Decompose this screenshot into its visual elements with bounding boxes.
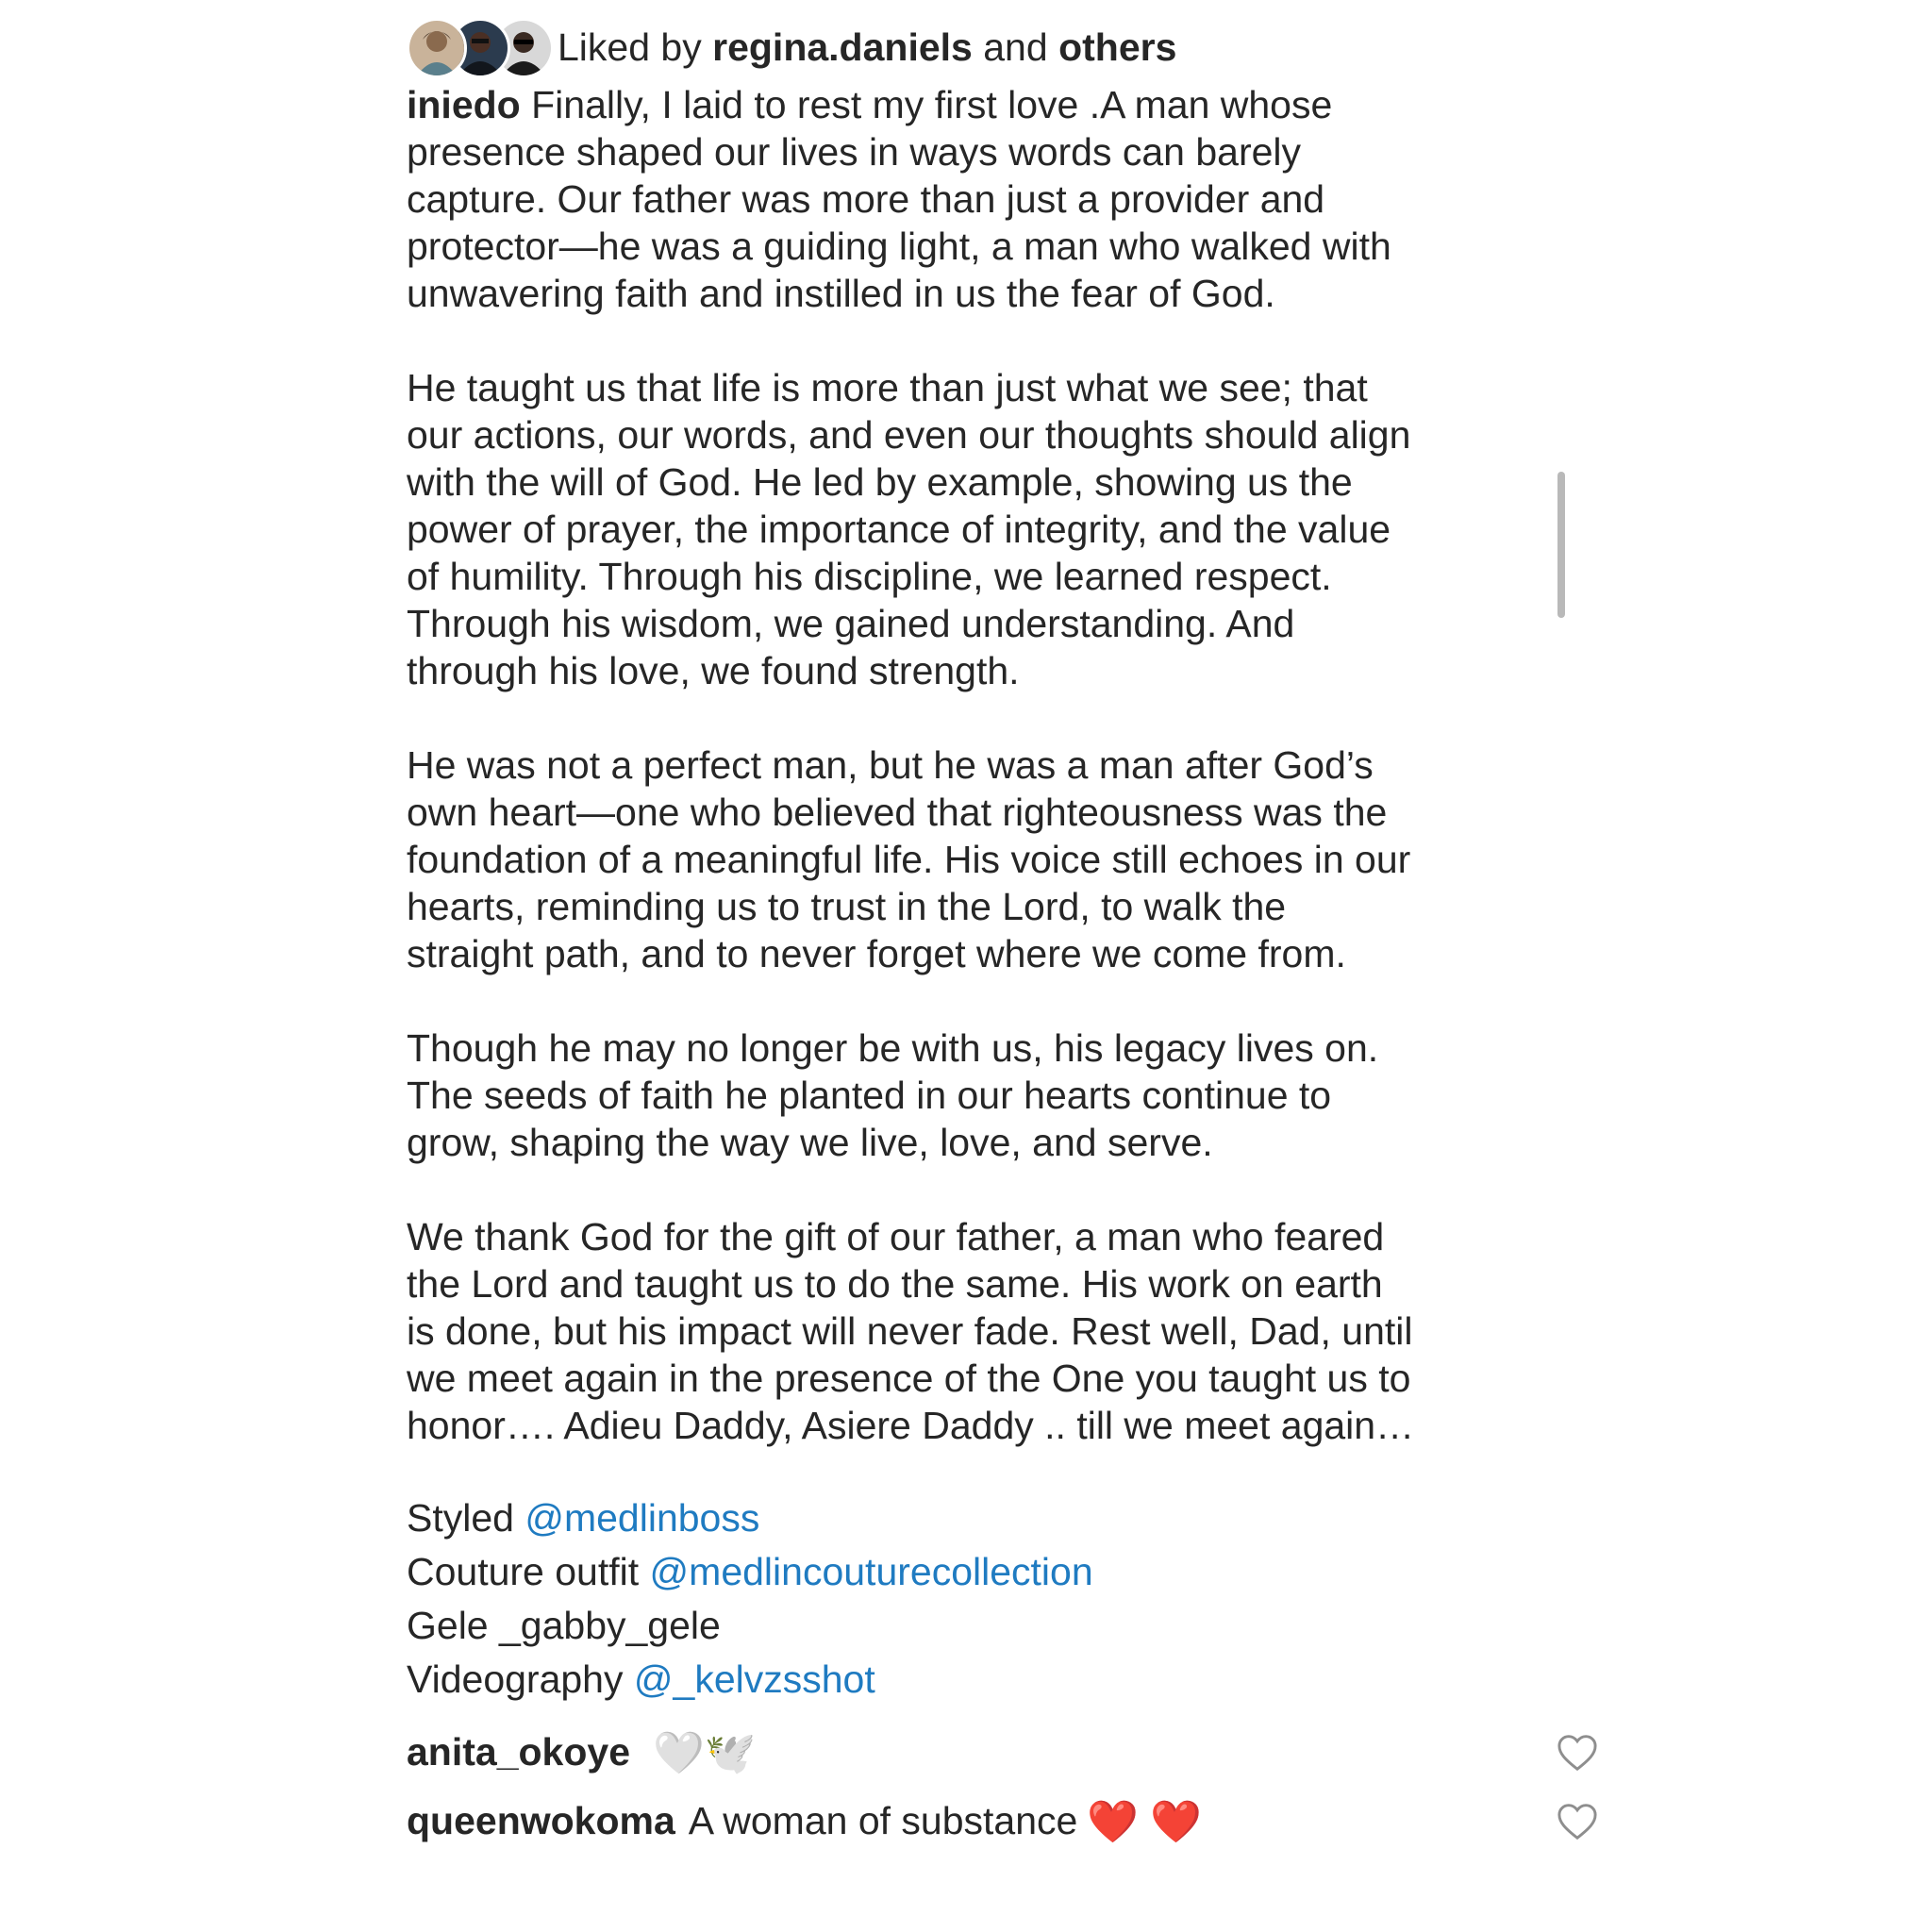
credit-label: Gele _gabby_gele bbox=[407, 1604, 721, 1647]
caption-paragraph-2: He taught us that life is more than just what we see; that our actions, our words, and even our thoughts should align with the will of God. He led by example, showing us the power of prayer, the importance of integrity, and the value of humility. Through his discipline, we learned respect. Through his wisdom, we gained understanding. And through his love, we found strength. bbox=[407, 366, 1411, 692]
credit-line bbox=[407, 1545, 1557, 1599]
likes-row[interactable] bbox=[407, 17, 1557, 77]
caption-paragraph-4: Though he may no longer be with us, his legacy lives on. The seeds of faith he planted in our hearts continue to grow, shaping the way we live, love, and serve. bbox=[407, 1026, 1379, 1164]
liked-by-prefix: Liked by bbox=[558, 25, 702, 69]
caption bbox=[407, 81, 1557, 1449]
comment bbox=[407, 1718, 1557, 1787]
credit-mention[interactable]: @medlinboss bbox=[525, 1496, 760, 1540]
comment-emoji: ❤️ ❤️ bbox=[1087, 1798, 1203, 1845]
caption-username[interactable]: iniedo bbox=[407, 83, 521, 126]
post-details bbox=[407, 17, 1557, 1856]
liked-by-others[interactable]: others bbox=[1058, 25, 1177, 69]
caption-paragraph-3: He was not a perfect man, but he was a man after God’s own heart—one who believed that righteousness was the foundation of a meaningful life. His voice still echoes in our hearts, reminding us to trust in the Lord, to walk the straight path, and to never forget where we come from. bbox=[407, 743, 1411, 975]
comment-emoji: 🤍🕊️ bbox=[653, 1729, 757, 1776]
heart-outline-icon[interactable] bbox=[1557, 1803, 1598, 1840]
liked-by-user[interactable]: regina.daniels bbox=[712, 25, 973, 69]
credits bbox=[407, 1491, 1557, 1707]
comment bbox=[407, 1787, 1557, 1856]
credit-line bbox=[407, 1491, 1557, 1545]
caption-text-1: Finally, I laid to rest my first love .A man whose presence shaped our lives in ways words can barely capture. Our father was more than just a provider and protector—he was a guiding light, a man who walked with unwavering faith and instilled in us the fear of God. bbox=[407, 83, 1391, 315]
liker-avatars[interactable] bbox=[407, 18, 548, 76]
liked-by-conjunction: and bbox=[983, 25, 1048, 69]
comment-username[interactable]: queenwokoma bbox=[407, 1799, 675, 1842]
scrollbar[interactable] bbox=[1557, 472, 1565, 618]
credit-line bbox=[407, 1653, 1557, 1707]
credit-mention[interactable]: @_kelvzsshot bbox=[633, 1657, 875, 1701]
avatar[interactable] bbox=[407, 18, 467, 78]
credit-line bbox=[407, 1599, 1557, 1653]
credit-label: Videography bbox=[407, 1657, 624, 1701]
comment-username[interactable]: anita_okoye bbox=[407, 1730, 630, 1774]
caption-paragraph-1 bbox=[407, 81, 1557, 317]
credit-mention[interactable]: @medlincouturecollection bbox=[649, 1550, 1093, 1593]
credit-label: Couture outfit bbox=[407, 1550, 640, 1593]
caption-paragraph-5: We thank God for the gift of our father, a man who feared the Lord and taught us to do the same. His work on earth is done, but his impact will never fade. Rest well, Dad, until we meet again in the presence of the One you taught us to honor…. Adieu Daddy, Asiere Daddy .. till we meet again… bbox=[407, 1215, 1415, 1447]
heart-outline-icon[interactable] bbox=[1557, 1734, 1598, 1772]
comment-text: A woman of substance bbox=[688, 1799, 1078, 1842]
credit-label: Styled bbox=[407, 1496, 514, 1540]
